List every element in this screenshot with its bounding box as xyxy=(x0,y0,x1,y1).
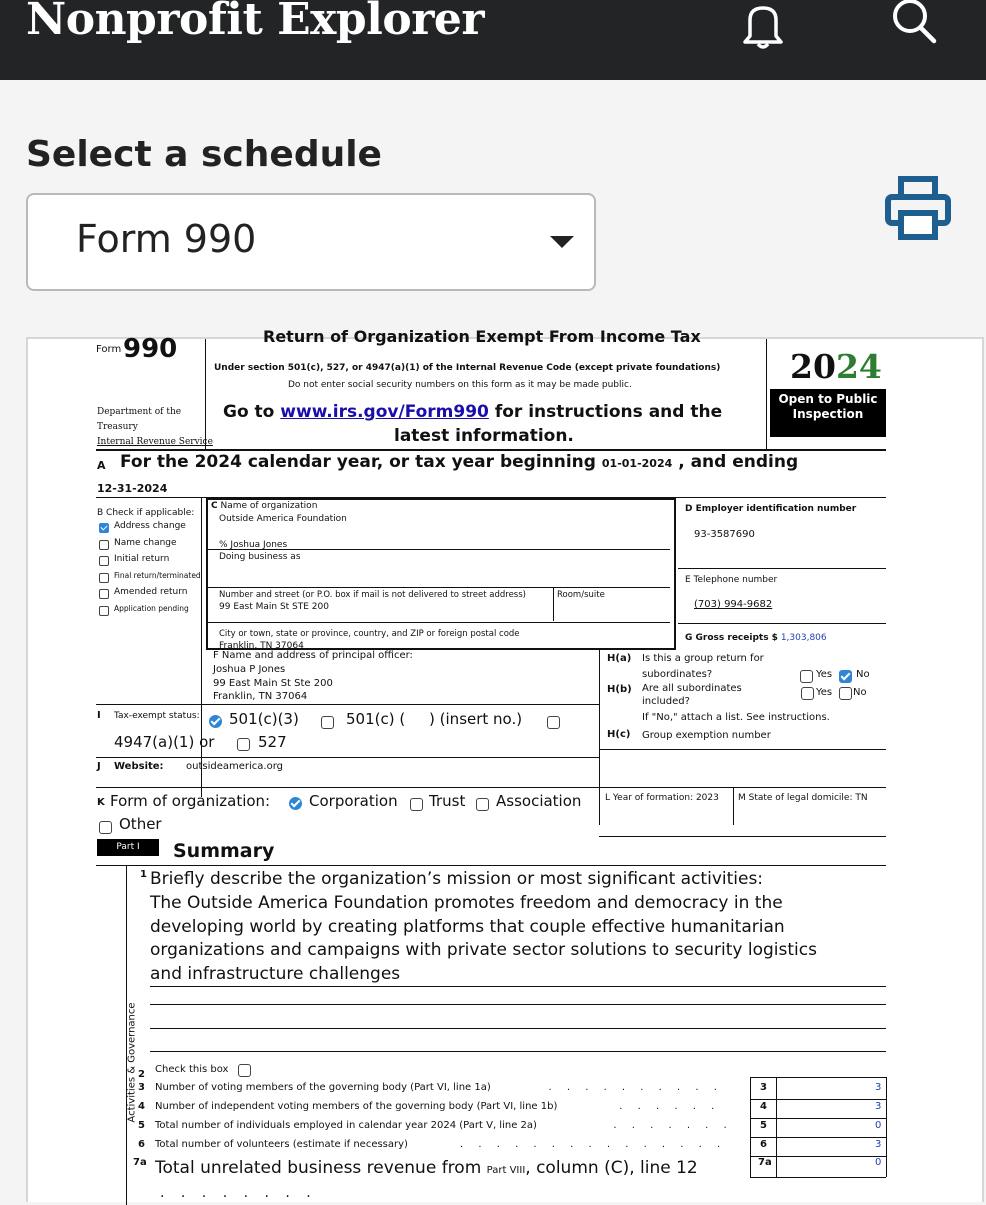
k-other-label: Other xyxy=(119,815,162,833)
k-corp-checkbox[interactable] xyxy=(289,797,302,810)
line-text: Total number of volunteers (estimate if necessary) xyxy=(155,1139,408,1150)
line-value: 3 xyxy=(875,1082,882,1093)
hb-yes-label: Yes xyxy=(816,687,833,698)
city-value: Franklin, TN 37064 xyxy=(219,641,304,651)
status-501c3-checkbox[interactable] xyxy=(209,715,222,728)
line7a-text-2: , column (C), line 12 xyxy=(525,1158,698,1178)
hc-text: Group exemption number xyxy=(642,730,771,741)
line-text: Number of voting members of the governing body (Part VI, line 1a) xyxy=(155,1082,491,1093)
k-assoc-label: Association xyxy=(496,792,582,810)
ha-text-1: Is this a group return for xyxy=(642,653,764,664)
goto-line-2: latest information. xyxy=(394,426,574,446)
line7a-dots: . . . . . . . . xyxy=(160,1185,317,1201)
search-icon[interactable] xyxy=(886,0,940,46)
ha-no-checkbox[interactable] xyxy=(839,670,852,683)
gross-receipts-value: 1,303,806 xyxy=(780,633,827,643)
city-label: City or town, state or province, country, and ZIP or foreign postal code xyxy=(219,629,520,639)
line-a-text: For the 2024 calendar year, or tax year beginning xyxy=(120,452,596,472)
line-value: 3 xyxy=(875,1101,882,1112)
hb-no-checkbox[interactable] xyxy=(839,687,852,700)
schedule-select[interactable] xyxy=(26,193,596,291)
ha-yes-label: Yes xyxy=(816,669,833,680)
status-527-label: 527 xyxy=(258,733,287,751)
k-letter: K xyxy=(97,797,105,808)
care-of: % Joshua Jones xyxy=(219,540,288,550)
c-letter: C xyxy=(211,501,218,511)
side-label: Activities & Governance xyxy=(126,1002,138,1123)
mission-line: and infrastructure challenges xyxy=(150,963,401,984)
d-label: D Employer identification number xyxy=(685,504,857,514)
chevron-down-icon xyxy=(550,236,574,248)
line-dots: . . . . . . . . . . . . . . . xyxy=(460,1139,727,1150)
line7a-text: Total unrelated business revenue from xyxy=(155,1158,482,1178)
b-item-label: Amended return xyxy=(114,587,188,597)
form-990-document xyxy=(26,327,984,1202)
b-item-checkbox[interactable] xyxy=(99,540,109,550)
line-box-label: 6 xyxy=(760,1139,767,1150)
k-trust-checkbox[interactable] xyxy=(410,798,423,811)
e-label: E Telephone number xyxy=(685,575,778,585)
line7a-value: 0 xyxy=(875,1157,882,1168)
k-label: Form of organization: xyxy=(110,792,271,810)
k-trust-label: Trust xyxy=(429,792,466,810)
line-value: 3 xyxy=(875,1139,882,1150)
form-number: 990 xyxy=(123,334,178,364)
hb-yes-checkbox[interactable] xyxy=(801,687,814,700)
line-num: 5 xyxy=(138,1120,145,1131)
form-main-title: Return of Organization Exempt From Income Tax xyxy=(263,327,701,346)
k-corp-label: Corporation xyxy=(309,792,398,810)
line7a xyxy=(155,1158,698,1178)
line-box-label: 4 xyxy=(760,1101,767,1112)
hb-note: If "No," attach a list. See instructions. xyxy=(642,712,830,723)
officer-city: Franklin, TN 37064 xyxy=(213,691,308,702)
status-4947-checkbox[interactable] xyxy=(547,716,560,729)
line1-num: 1 xyxy=(140,869,147,880)
dept-line-2: Treasury xyxy=(97,422,138,432)
line-dots: . . . . . . xyxy=(619,1101,721,1112)
b-item-checkbox[interactable] xyxy=(99,606,109,616)
name-label: Name of organization xyxy=(220,501,318,511)
b-item-label: Application pending xyxy=(114,603,189,613)
g-label-line xyxy=(685,633,827,643)
line-num: 3 xyxy=(138,1082,145,1093)
line-dots: . . . . . . . . . . xyxy=(548,1082,723,1093)
dept-line-1: Department of the xyxy=(97,407,182,417)
line2-checkbox[interactable] xyxy=(238,1064,251,1077)
open-public-badge: Open to Public Inspection xyxy=(770,389,886,437)
b-item-checkbox[interactable] xyxy=(99,573,109,583)
dept-line-3: Internal Revenue Service xyxy=(97,437,213,447)
line-value: 0 xyxy=(875,1120,882,1131)
b-item-checkbox[interactable] xyxy=(99,589,109,599)
line7a-box: 7a xyxy=(758,1157,772,1168)
hb-code: H(b) xyxy=(607,684,632,695)
mission-line: developing world by creating platforms that couple effective humanitarian xyxy=(150,916,785,937)
hb-no-label: No xyxy=(853,687,867,698)
b-item-label: Name change xyxy=(114,537,177,548)
line-box-label: 5 xyxy=(760,1120,767,1131)
goto-prefix: Go to xyxy=(223,402,275,422)
c-label xyxy=(211,501,317,511)
officer-street: 99 East Main St Ste 200 xyxy=(213,678,333,689)
part-label: Part I xyxy=(97,839,159,856)
b-item-label: Address change xyxy=(114,521,186,531)
status-501c3-label: 501(c)(3) xyxy=(229,710,299,728)
i-letter: I xyxy=(97,710,101,721)
g-label: G Gross receipts $ xyxy=(685,633,778,643)
line7a-num: 7a xyxy=(133,1157,147,1168)
line-dots: . . . . . . . xyxy=(613,1120,733,1131)
line-text: Number of independent voting members of the governing body (Part VI, line 1b) xyxy=(155,1101,558,1112)
status-501c-label: 501(c) ( ) (insert no.) xyxy=(346,710,523,728)
line1-question: Briefly describe the organization’s mission or most significant activities: xyxy=(150,869,764,889)
schedule-select-value: Form 990 xyxy=(76,217,257,261)
website-value[interactable]: outsideamerica.org xyxy=(186,761,283,772)
part-title: Summary xyxy=(173,840,275,862)
b-item-checkbox[interactable] xyxy=(99,556,109,566)
mission-line: organizations and campaigns with private sector solutions to security logistics xyxy=(150,940,817,960)
officer-name: Joshua P Jones xyxy=(213,664,286,675)
line-a xyxy=(120,452,798,472)
b-item-label: Final return/terminated xyxy=(114,570,201,580)
b-title: B Check if applicable: xyxy=(97,508,195,518)
tax-year xyxy=(790,347,882,386)
printer-icon[interactable] xyxy=(884,175,952,241)
begin-date: 01-01-2024 xyxy=(601,457,673,470)
ein-value: 93-3587690 xyxy=(694,529,755,540)
tax-year-suffix: 24 xyxy=(835,347,882,386)
j-letter: J xyxy=(97,761,101,772)
top-bar xyxy=(0,0,986,80)
ha-no-label: No xyxy=(856,669,870,680)
line-text: Total number of individuals employed in calendar year 2024 (Part V, line 2a) xyxy=(155,1120,537,1131)
b-item-checkbox[interactable] xyxy=(99,523,109,533)
ha-text-2: subordinates? xyxy=(642,669,713,680)
hc-code: H(c) xyxy=(607,729,631,740)
irs-link[interactable]: www.irs.gov/Form990 xyxy=(280,402,489,422)
form-subtitle-1: Under section 501(c), 527, or 4947(a)(1) of the Internal Revenue Code (except private foundations) xyxy=(214,363,721,373)
line-a-letter: A xyxy=(97,459,106,472)
k-other-checkbox[interactable] xyxy=(99,821,112,834)
j-label: Website: xyxy=(114,761,164,772)
f-label: F Name and address of principal officer: xyxy=(213,650,413,661)
status-527-checkbox[interactable] xyxy=(237,738,250,751)
i-label: Tax-exempt status: xyxy=(114,711,200,721)
l-label: L Year of formation: 2023 xyxy=(605,793,719,803)
dba-label: Doing business as xyxy=(219,552,301,562)
end-date: 12-31-2024 xyxy=(97,482,168,495)
hb-text-1: Are all subordinates xyxy=(642,683,742,694)
m-label: M State of legal domicile: TN xyxy=(738,793,868,803)
select-schedule-heading: Select a schedule xyxy=(26,134,382,175)
line2-num: 2 xyxy=(138,1069,145,1080)
form-subtitle-2: Do not enter social security numbers on this form as it may be made public. xyxy=(288,380,632,390)
mission-line: The Outside America Foundation promotes freedom and democracy in the xyxy=(150,893,783,913)
hb-text-2: included? xyxy=(642,696,690,707)
line-num: 4 xyxy=(138,1101,145,1112)
phone-value: (703) 994-9682 xyxy=(694,599,773,610)
street-label: Number and street (or P.O. box if mail is not delivered to street address) xyxy=(219,590,526,600)
line7a-small: Part VIII xyxy=(486,1165,526,1176)
ha-yes-checkbox[interactable] xyxy=(800,670,813,683)
form-prefix: Form xyxy=(96,344,122,355)
org-name: Outside America Foundation xyxy=(219,514,347,524)
goto-line xyxy=(223,402,722,422)
line2-text: Check this box xyxy=(155,1064,229,1075)
line-box-label: 3 xyxy=(760,1082,767,1093)
room-label: Room/suite xyxy=(557,590,605,600)
and-ending: , and ending xyxy=(678,452,799,472)
b-item-label: Initial return xyxy=(114,554,170,564)
bell-icon[interactable] xyxy=(738,2,788,48)
line-num: 6 xyxy=(138,1139,145,1150)
street-value: 99 East Main St STE 200 xyxy=(219,602,329,612)
brand-title[interactable]: Nonprofit Explorer xyxy=(26,0,485,45)
goto-suffix: for instructions and the xyxy=(494,402,723,422)
tax-year-prefix: 20 xyxy=(790,347,836,386)
ha-code: H(a) xyxy=(607,653,632,664)
k-assoc-checkbox[interactable] xyxy=(476,798,489,811)
status-501c-checkbox[interactable] xyxy=(321,716,334,729)
status-4947-label: 4947(a)(1) or xyxy=(114,733,215,751)
